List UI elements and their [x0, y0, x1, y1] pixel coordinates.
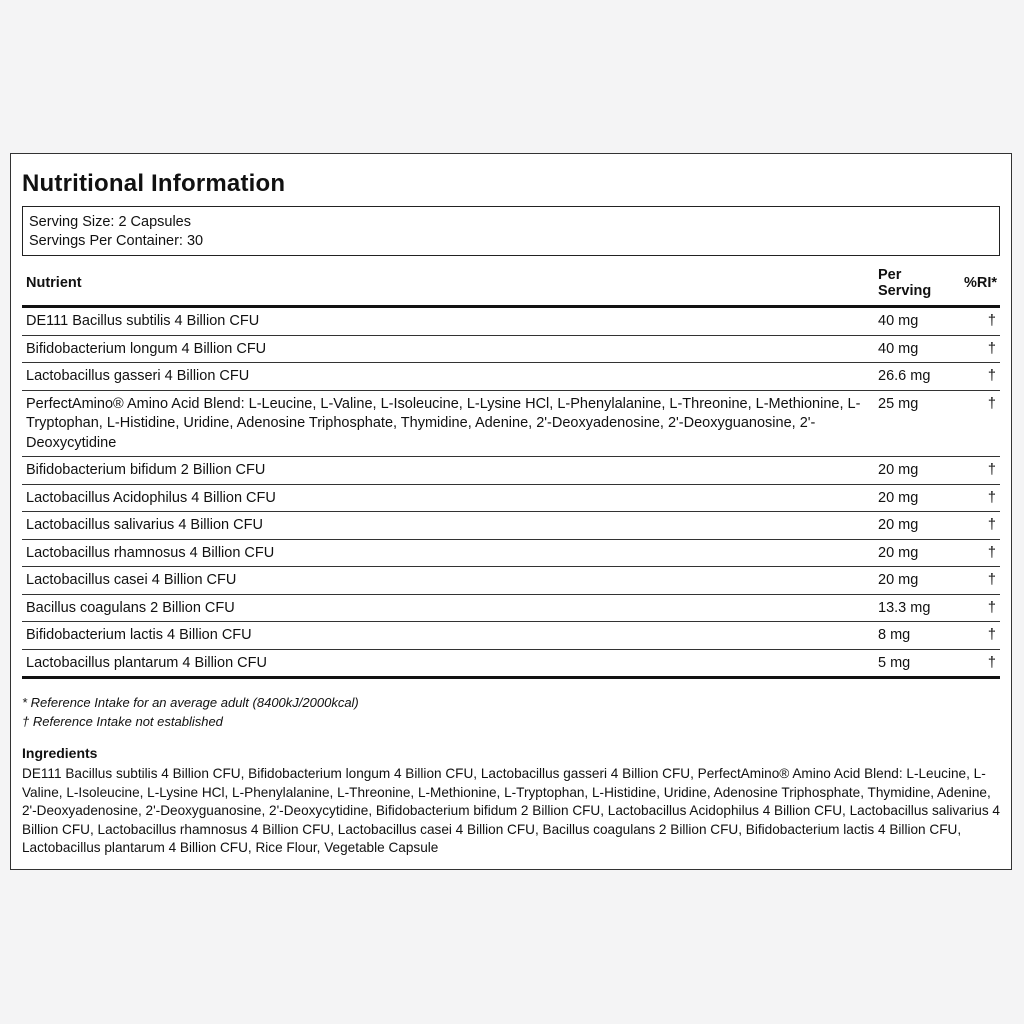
table-row: [22, 457, 1000, 485]
table-row: [22, 594, 1000, 622]
dagger-footnote: † Reference Intake not established: [22, 714, 223, 729]
serving-info-box: [22, 206, 1000, 256]
ri-cell: †: [960, 307, 1000, 336]
nutrient-name-cell: Lactobacillus salivarius 4 Billion CFU: [22, 512, 874, 540]
nutrient-name-cell: Bifidobacterium longum 4 Billion CFU: [22, 335, 874, 363]
nutrient-name-cell: Bifidobacterium bifidum 2 Billion CFU: [22, 457, 874, 485]
ri-cell: †: [960, 335, 1000, 363]
header-nutrient: Nutrient: [22, 265, 874, 307]
per-serving-cell: 20 mg: [874, 567, 960, 595]
table-header-row: [22, 265, 1000, 307]
ri-cell: †: [960, 622, 1000, 650]
per-serving-cell: 40 mg: [874, 335, 960, 363]
table-row: [22, 390, 1000, 457]
ri-cell: †: [960, 649, 1000, 678]
nutrient-name-cell: Bifidobacterium lactis 4 Billion CFU: [22, 622, 874, 650]
ri-footnote: * Reference Intake for an average adult (8400kJ/2000kcal): [22, 695, 359, 710]
nutrient-name-cell: PerfectAmino® Amino Acid Blend: L-Leucine, L-Valine, L-Isoleucine, L-Lysine HCl, L-Phenylalanine, L-Threonine, L-Methionine, L-Tryptophan, L-Histidine, Uridine, Adenosine Triphosphate, Thymidine, Adenine, 2'-Deoxyadenosine, 2'-Deoxyguanosine, 2'-Deoxycytidine: [22, 390, 874, 457]
per-serving-cell: 13.3 mg: [874, 594, 960, 622]
table-row: [22, 622, 1000, 650]
table-row: [22, 335, 1000, 363]
per-serving-cell: 8 mg: [874, 622, 960, 650]
per-serving-cell: 20 mg: [874, 457, 960, 485]
table-row: [22, 567, 1000, 595]
per-serving-cell: 25 mg: [874, 390, 960, 457]
nutrient-name-cell: Lactobacillus rhamnosus 4 Billion CFU: [22, 539, 874, 567]
table-row: [22, 512, 1000, 540]
nutrient-table: [22, 265, 1000, 679]
nutrient-name-cell: Bacillus coagulans 2 Billion CFU: [22, 594, 874, 622]
per-serving-cell: 20 mg: [874, 539, 960, 567]
ingredients-text: DE111 Bacillus subtilis 4 Billion CFU, Bifidobacterium longum 4 Billion CFU, Lactobacillus gasseri 4 Billion CFU, PerfectAmino® Amino Acid Blend: L-Leucine, L-Valine, L-Isoleucine, L-Lysine HCl, L-Phenylalanine, L-Threonine, L-Methionine, L-Tryptophan, L-Histidine, Uridine, Adenosine Triphosphate, Thymidine, Adenine, 2'-Deoxyadenosine, 2'-Deoxyguanosine, 2'-Deoxycytidine, Bifidobacterium bifidum 2 Billion CFU, Lactobacillus Acidophilus 4 Billion CFU, Lactobacillus salivarius 4 Billion CFU, Lactobacillus rhamnosus 4 Billion CFU, Lactobacillus casei 4 Billion CFU, Bacillus coagulans 2 Billion CFU, Bifidobacterium lactis 4 Billion CFU, Lactobacillus plantarum 4 Billion CFU, Rice Flour, Vegetable Capsule: [22, 766, 1000, 855]
table-row: [22, 484, 1000, 512]
ri-cell: †: [960, 363, 1000, 391]
nutrient-name-cell: Lactobacillus casei 4 Billion CFU: [22, 567, 874, 595]
servings-per-container: Servings Per Container: 30: [29, 233, 204, 249]
footnotes: [22, 693, 1000, 731]
per-serving-cell: 40 mg: [874, 307, 960, 336]
header-per-serving: Per Serving: [874, 265, 960, 307]
per-serving-cell: 20 mg: [874, 512, 960, 540]
ri-cell: †: [960, 457, 1000, 485]
table-body: [22, 307, 1000, 678]
header-ri: %RI*: [960, 265, 1000, 307]
nutrient-name-cell: DE111 Bacillus subtilis 4 Billion CFU: [22, 307, 874, 336]
ri-cell: †: [960, 512, 1000, 540]
per-serving-cell: 26.6 mg: [874, 363, 960, 391]
ri-cell: †: [960, 484, 1000, 512]
ri-cell: †: [960, 539, 1000, 567]
ri-cell: †: [960, 567, 1000, 595]
per-serving-cell: 20 mg: [874, 484, 960, 512]
ri-cell: †: [960, 594, 1000, 622]
nutrient-name-cell: Lactobacillus plantarum 4 Billion CFU: [22, 649, 874, 678]
table-row: [22, 649, 1000, 678]
nutrient-name-cell: Lactobacillus gasseri 4 Billion CFU: [22, 363, 874, 391]
per-serving-cell: 5 mg: [874, 649, 960, 678]
nutrition-panel: [10, 153, 1012, 870]
table-row: [22, 539, 1000, 567]
ingredients-heading: Ingredients: [22, 745, 98, 761]
table-row: [22, 307, 1000, 336]
table-row: [22, 363, 1000, 391]
ri-cell: †: [960, 390, 1000, 457]
serving-size: Serving Size: 2 Capsules: [29, 214, 191, 230]
page-title: Nutritional Information: [22, 170, 286, 197]
nutrient-name-cell: Lactobacillus Acidophilus 4 Billion CFU: [22, 484, 874, 512]
